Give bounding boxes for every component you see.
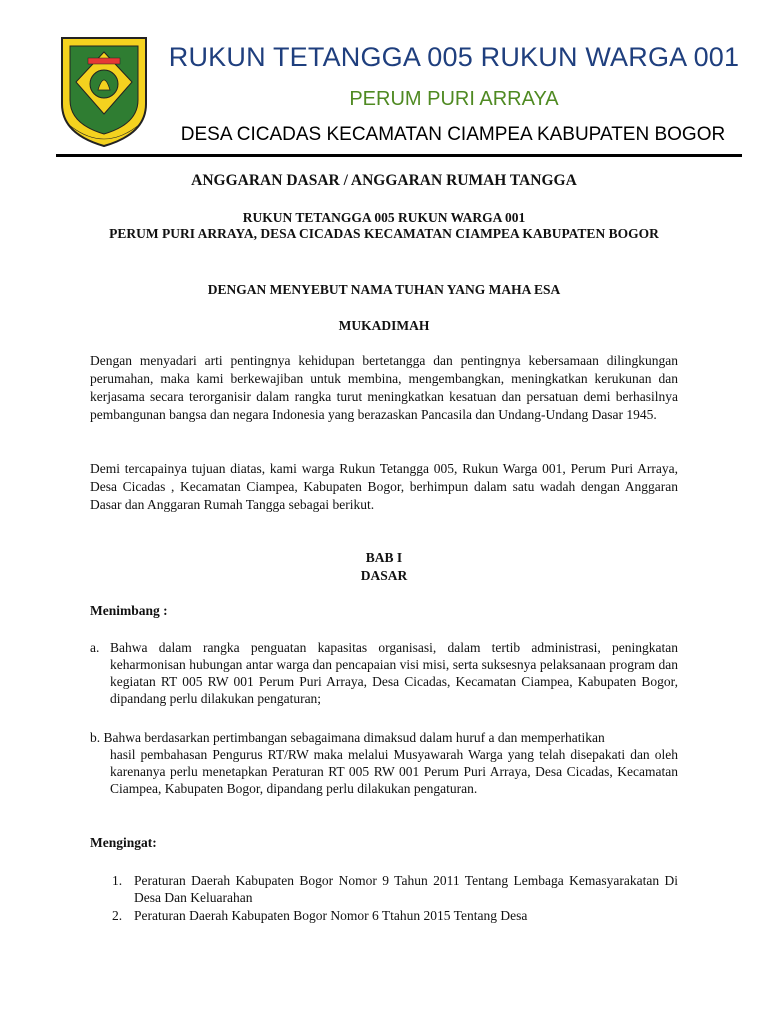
header-title: RUKUN TETANGGA 005 RUKUN WARGA 001 — [168, 42, 740, 72]
list-item-text-rest: hasil pembahasan Pengurus RT/RW maka melalui Musyawarah Warga yang telah disepakati dan oleh karenanya perlu menetapkan Peraturan RT 005 RW 001 Perum Puri Arraya, Desa Cicadas, Kecamatan Ciampea, Kabupaten Bogor, dipandang perlu dilakukan pengaturan. — [110, 747, 678, 796]
list-marker: a. — [90, 640, 100, 655]
list-marker: b. — [90, 730, 101, 745]
list-item-text: Peraturan Daerah Kabupaten Bogor Nomor 6 Ttahun 2015 Tentang Desa — [134, 908, 528, 923]
list-item-text-first: Bahwa berdasarkan pertimbangan sebagaimana dimaksud dalam huruf a dan memperhatikan — [103, 730, 605, 745]
list-item — [90, 639, 678, 707]
header-address: DESA CICADAS KECAMATAN CIAMPEA KABUPATEN BOGOR — [180, 124, 726, 145]
preamble-heading: MUKADIMAH — [338, 318, 430, 333]
remembering-label: Mengingat: — [90, 835, 157, 850]
chapter-number: BAB I — [365, 550, 403, 565]
regency-emblem-icon — [58, 34, 150, 150]
header-divider — [56, 154, 742, 157]
preamble-paragraph-1: Dengan menyadari arti pentingnya kehidupan bertetangga dan pentingnya kebersamaan dilingkungan perumahan, maka kami berkewajiban untuk membina, mengembangkan, meningkatkan kerukunan dan kerjasama secara terorganisir dalam rangka turut meningkatkan kesatuan dan persatuan demi berhasilnya pembangunan bangsa dan negara Indonesia yang berazaskan Pancasila dan Undang-Undang Dasar 1945. — [90, 353, 678, 422]
list-marker: 1. — [112, 873, 123, 888]
list-item — [112, 872, 678, 906]
list-item — [112, 907, 678, 924]
list-item-text: Peraturan Daerah Kabupaten Bogor Nomor 9 Tahun 2011 Tentang Lembaga Kemasyarakatan Di Desa Dan Keluarahan — [134, 873, 678, 905]
invocation: DENGAN MENYEBUT NAMA TUHAN YANG MAHA ESA — [207, 282, 561, 297]
preamble-paragraph-2: Demi tercapainya tujuan diatas, kami warga Rukun Tetangga 005, Rukun Warga 001, Perum Puri Arraya, Desa Cicadas , Kecamatan Ciampea, Kabupaten Bogor, berhimpun dalam satu wadah dengan Anggaran Dasar dan Anggaran Rumah Tangga sebagai berikut. — [90, 461, 678, 512]
header-subtitle: PERUM PURI ARRAYA — [349, 88, 559, 110]
list-item-text: Bahwa dalam rangka penguatan kapasitas organisasi, dalam tertib administrasi, peningkatan keharmonisan hubungan antar warga dan pencapaian visi misi, serta suksesnya pelaksanaan program dan kegiatan RT 005 RW 001 Perum Puri Arraya, Desa Cicadas, Kecamatan Ciampea, Kabupaten Bogor, dipandang perlu dilakukan pengaturan; — [110, 640, 678, 706]
list-item — [90, 729, 678, 797]
chapter-heading — [90, 549, 678, 585]
list-marker: 2. — [112, 908, 123, 923]
document-subtitle: RUKUN TETANGGA 005 RUKUN WARGA 001 PERUM PURI ARRAYA, DESA CICADAS KECAMATAN CIAMPEA KABUPATEN BOGOR — [109, 210, 659, 241]
chapter-name: DASAR — [360, 568, 408, 583]
document-title: ANGGARAN DASAR / ANGGARAN RUMAH TANGGA — [191, 172, 577, 189]
considering-label: Menimbang : — [90, 603, 168, 618]
